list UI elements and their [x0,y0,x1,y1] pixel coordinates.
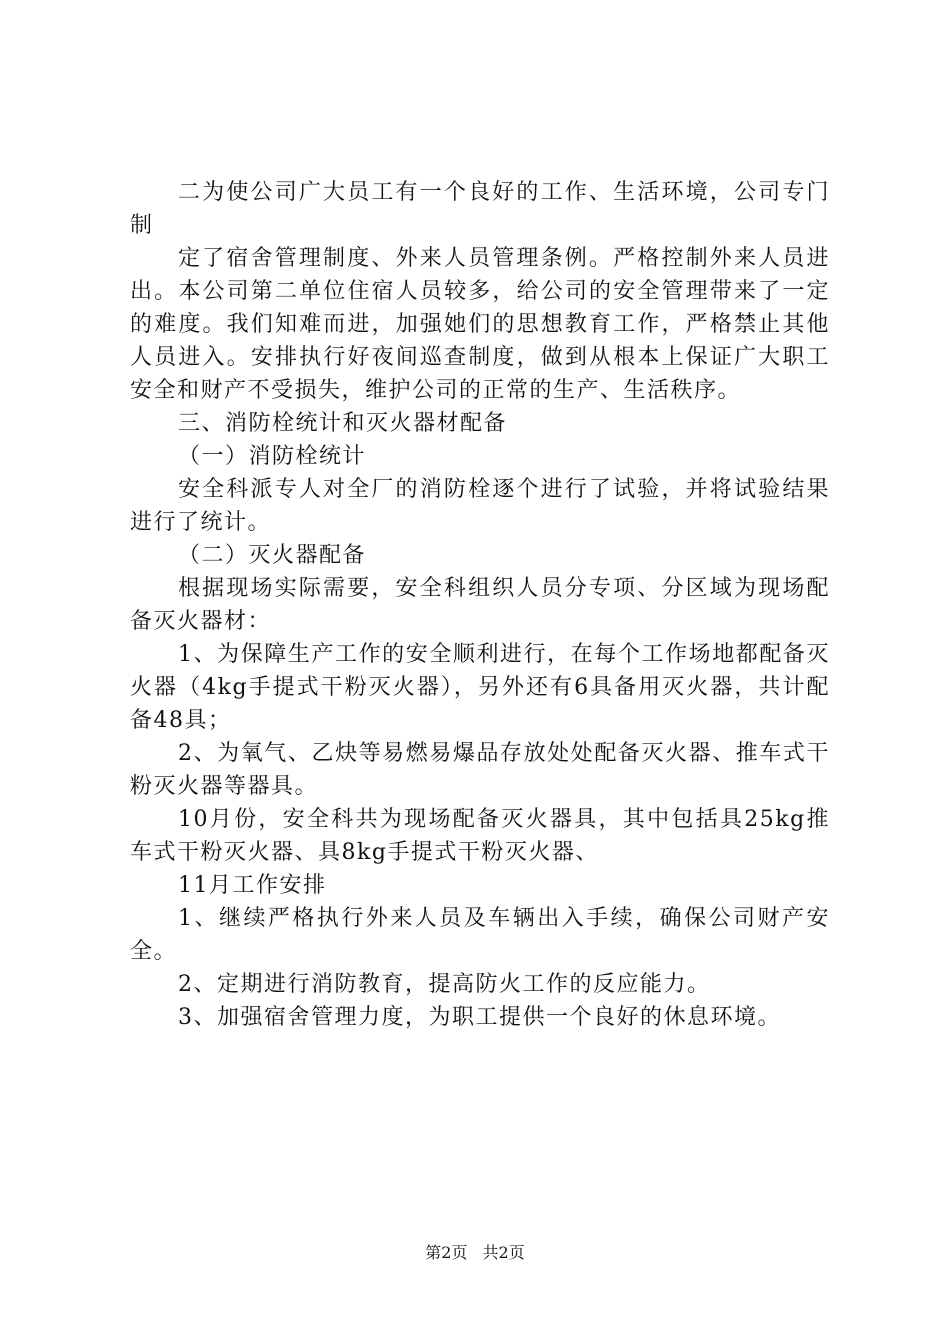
paragraph-hydrant-test: 安全科派专人对全厂的消防栓逐个进行了试验，并将试验结果进行了统计。 [130,477,830,535]
page-number-current: 第2页 [425,1243,468,1262]
paragraph-october-summary: 10月份，安全科共为现场配备灭火器具，其中包括具25kg推车式干粉灭火器、具8kg手提式干粉灭火器、 [130,807,830,865]
section-heading-fire-equipment: 三、消防栓统计和灭火器材配备 [178,411,508,436]
section-heading-november-plan: 11月工作安排 [178,873,327,898]
page-number-total: 共2页 [482,1243,525,1262]
paragraph-dormitory-intro: 二为使公司广大员工有一个良好的工作、生活环境，公司专门制 [130,180,830,238]
subheading-extinguisher-allocation: （二）灭火器配备 [178,543,367,568]
list-item-plan-2: 2、定期进行消防教育，提高防火工作的反应能力。 [178,972,711,997]
paragraph-allocation-intro: 根据现场实际需要，安全科组织人员分专项、分区域为现场配备灭火器材： [130,576,830,634]
subheading-hydrant-stats: （一）消防栓统计 [178,444,367,469]
list-item-plan-3: 3、加强宿舍管理力度，为职工提供一个良好的休息环境。 [178,1005,781,1030]
document-body [130,176,830,1034]
paragraph-dormitory-rules: 定了宿舍管理制度、外来人员管理条例。严格控制外来人员进出。本公司第二单位住宿人员较多，给公司的安全管理带来了一定的难度。我们知难而进，加强她们的思想教育工作，严格禁止其他人员进入。安排执行好夜间巡查制度，做到从根本上保证广大职工安全和财产不受损失，维护公司的正常的生产、生活秩序。 [130,246,830,403]
list-item-allocation-1: 1、为保障生产工作的安全顺利进行，在每个工作场地都配备灭火器（4kg手提式干粉灭火器），另外还有6具备用灭火器，共计配备48具； [130,642,830,733]
list-item-plan-1: 1、继续严格执行外来人员及车辆出入手续，确保公司财产安全。 [130,906,830,964]
page-footer [0,1242,950,1264]
list-item-allocation-2: 2、为氧气、乙炔等易燃易爆品存放处处配备灭火器、推车式干粉灭火器等器具。 [130,741,830,799]
